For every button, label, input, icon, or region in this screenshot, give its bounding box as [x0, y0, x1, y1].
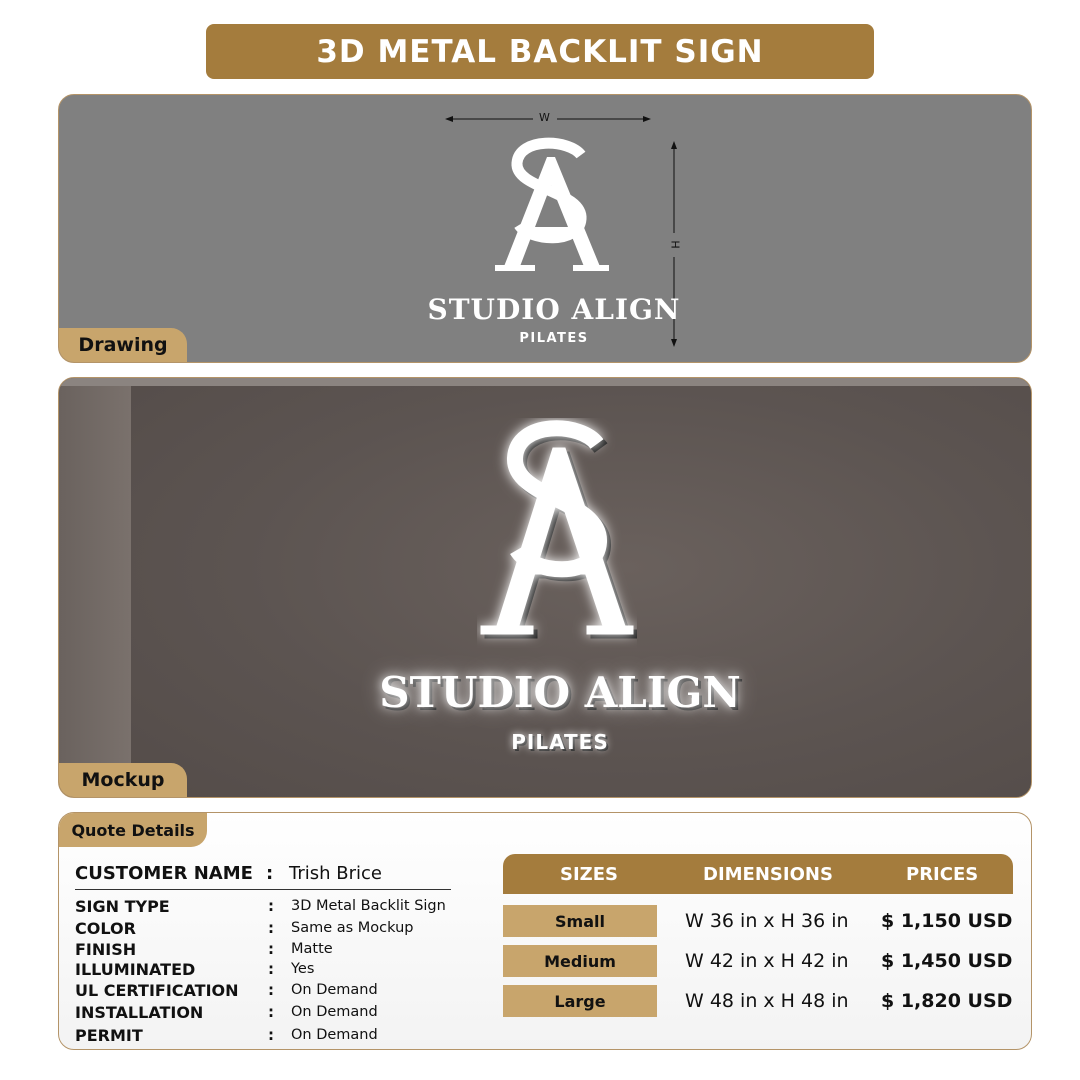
spec-label: PERMIT	[75, 1026, 143, 1045]
drawing-tag: Drawing	[59, 328, 187, 362]
spec-colon: :	[268, 940, 274, 958]
spec-value: On Demand	[291, 1004, 378, 1020]
size-medium-button[interactable]: Medium	[503, 945, 657, 977]
mockup-ceiling	[59, 378, 1032, 386]
drawing-panel	[58, 94, 1032, 363]
dimensions-medium: W 42 in x H 42 in	[685, 950, 849, 972]
spec-label: INSTALLATION	[75, 1003, 204, 1022]
height-label: H	[668, 240, 682, 249]
header-dimensions: DIMENSIONS	[703, 864, 833, 885]
mockup-panel	[58, 377, 1032, 798]
spec-row-sign-type	[75, 897, 495, 917]
spec-colon: :	[268, 897, 274, 915]
spec-row-color	[75, 919, 495, 939]
spec-colon: :	[268, 1003, 274, 1021]
drawing-business-name: STUDIO ALIGN	[427, 293, 681, 326]
spec-value: On Demand	[291, 982, 378, 998]
spec-colon: :	[268, 919, 274, 937]
spec-value: Same as Mockup	[291, 920, 414, 936]
spec-value: 3D Metal Backlit Sign	[291, 898, 446, 914]
spec-colon: :	[268, 960, 274, 978]
price-medium: $ 1,450 USD	[881, 950, 1013, 972]
spec-label: UL CERTIFICATION	[75, 981, 239, 1000]
drawing-business-subtitle: PILATES	[519, 331, 589, 346]
spec-colon: :	[268, 981, 274, 999]
spec-label: FINISH	[75, 940, 137, 959]
price-large: $ 1,820 USD	[881, 990, 1013, 1012]
mockup-tag: Mockup	[59, 763, 187, 797]
spec-row-installation	[75, 1003, 495, 1023]
page-title: 3D METAL BACKLIT SIGN	[206, 24, 874, 79]
spec-label: ILLUMINATED	[75, 960, 196, 979]
pricing-table-header	[503, 854, 1013, 894]
quote-details-tag: Quote Details	[59, 813, 207, 847]
spec-value: On Demand	[291, 1027, 378, 1043]
customer-name-underline	[75, 889, 451, 890]
mockup-business-name: STUDIO ALIGN	[379, 668, 741, 717]
spec-value: Matte	[291, 941, 333, 957]
sa-monogram-logo	[489, 137, 609, 279]
customer-name-colon: :	[266, 863, 274, 884]
header-prices: PRICES	[906, 864, 979, 885]
spec-row-illuminated	[75, 960, 495, 980]
spec-row-permit	[75, 1026, 495, 1046]
customer-name-value: Trish Brice	[289, 863, 382, 884]
size-large-button[interactable]: Large	[503, 985, 657, 1017]
spec-row-finish	[75, 940, 495, 960]
width-label: W	[539, 111, 550, 124]
header-sizes: SIZES	[560, 864, 618, 885]
sa-monogram-backlit-logo	[477, 418, 637, 648]
quote-details-panel	[58, 812, 1032, 1050]
spec-label: SIGN TYPE	[75, 897, 170, 916]
spec-label: COLOR	[75, 919, 136, 938]
spec-value: Yes	[291, 961, 315, 977]
dimensions-small: W 36 in x H 36 in	[685, 910, 849, 932]
price-small: $ 1,150 USD	[881, 910, 1013, 932]
spec-row-ul-certification	[75, 981, 495, 1001]
customer-name-label: CUSTOMER NAME	[75, 863, 253, 884]
dimensions-large: W 48 in x H 48 in	[685, 990, 849, 1012]
mockup-business-subtitle: PILATES	[511, 730, 609, 754]
size-small-button[interactable]: Small	[503, 905, 657, 937]
mockup-side-wall	[59, 378, 131, 798]
spec-colon: :	[268, 1026, 274, 1044]
